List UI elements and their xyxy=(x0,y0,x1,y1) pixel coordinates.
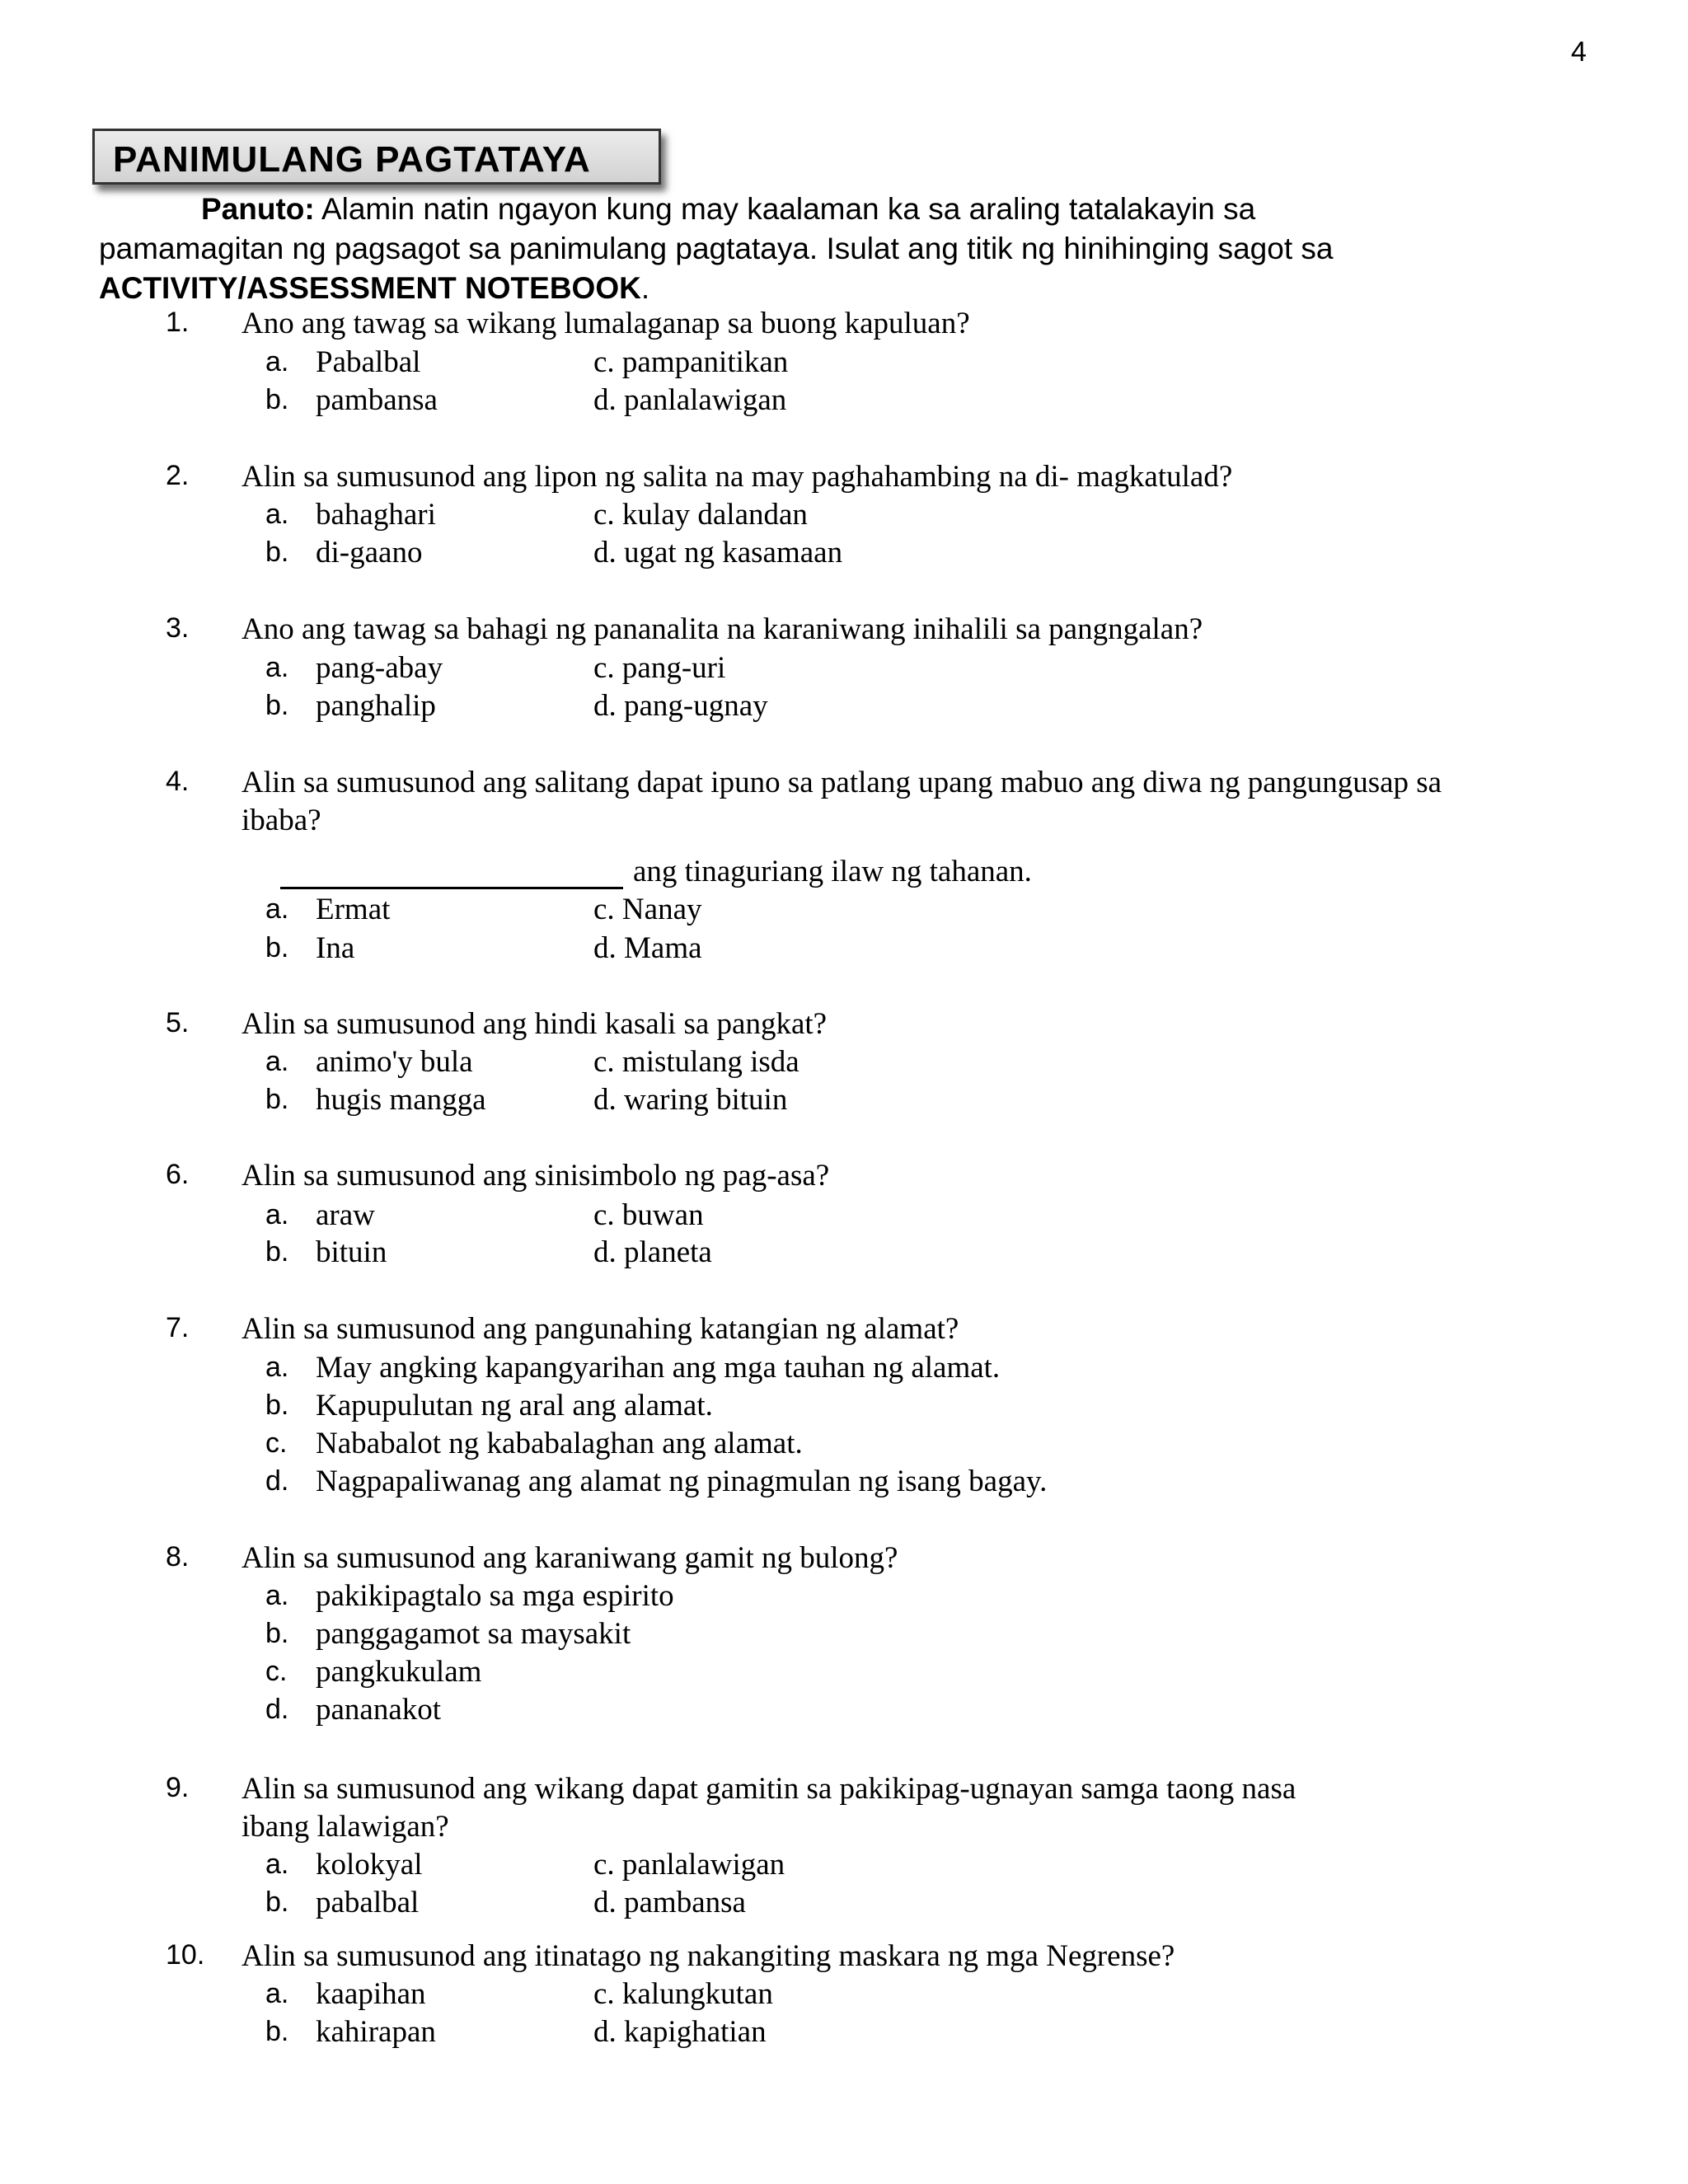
title-box xyxy=(92,129,661,185)
answer-blank xyxy=(280,854,623,889)
question-text-line1: Alin sa sumusunod ang wikang dapat gamitin sa pakikipag-ugnayan samga taong nasa xyxy=(241,1772,1296,1806)
question-text: Alin sa sumusunod ang itinatago ng nakangiting maskara ng mga Negrense? xyxy=(241,1939,1175,1973)
option-b: hugis mangga xyxy=(316,1083,486,1117)
option-b: panghalip xyxy=(316,689,436,723)
question-text-line2: ibaba? xyxy=(241,804,321,837)
option-letter: b. xyxy=(265,1618,289,1649)
question-text-line2: ibang lalawigan? xyxy=(241,1810,449,1844)
option-c: c. pang-uri xyxy=(593,651,726,685)
option-a: Ermat xyxy=(316,893,391,926)
option-a: Pabalbal xyxy=(316,345,421,379)
option-a: May angking kapangyarihan ang mga tauhan ng alamat. xyxy=(316,1351,1001,1385)
option-letter: a. xyxy=(265,1046,289,1077)
option-letter: a. xyxy=(265,1580,289,1611)
option-d: Nagpapaliwanag ang alamat ng pinagmulan ng isang bagay. xyxy=(316,1465,1048,1498)
option-letter: b. xyxy=(265,1390,289,1421)
option-a: bahaghari xyxy=(316,498,436,532)
question-text: Alin sa sumusunod ang karaniwang gamit ng bulong? xyxy=(241,1541,898,1575)
option-letter: a. xyxy=(265,652,289,683)
option-c: c. Nanay xyxy=(593,893,702,926)
option-d: d. pambansa xyxy=(593,1886,746,1919)
question-number: 7. xyxy=(166,1312,190,1343)
option-d: d. ugat ng kasamaan xyxy=(593,536,843,569)
question-number: 2. xyxy=(166,460,190,491)
option-b: Ina xyxy=(316,931,355,965)
instructions xyxy=(99,190,1525,308)
notebook-label: ACTIVITY/ASSESSMENT NOTEBOOK xyxy=(99,271,641,305)
option-d: pananakot xyxy=(316,1693,442,1727)
option-b: bituin xyxy=(316,1235,387,1269)
option-c: c. kulay dalandan xyxy=(593,498,808,532)
option-letter: a. xyxy=(265,893,289,925)
option-c: c. kalungkutan xyxy=(593,1977,773,2011)
question-number: 6. xyxy=(166,1159,190,1190)
option-b: pambansa xyxy=(316,383,438,417)
option-letter: b. xyxy=(265,1084,289,1115)
instructions-line1 xyxy=(99,190,1525,229)
question-text: Alin sa sumusunod ang lipon ng salita na may paghahambing na di- magkatulad? xyxy=(241,460,1233,494)
instructions-line2: pamamagitan ng pagsagot sa panimulang pagtataya. Isulat ang titik ng hinihinging sagot sa xyxy=(99,232,1334,265)
question-number: 10. xyxy=(166,1939,205,1971)
option-d: d. waring bituin xyxy=(593,1083,788,1117)
question-number: 8. xyxy=(166,1541,190,1572)
option-letter: c. xyxy=(265,1427,288,1459)
option-letter: b. xyxy=(265,384,289,415)
option-letter: a. xyxy=(265,1352,289,1383)
question-number: 1. xyxy=(166,307,190,338)
question-number: 5. xyxy=(166,1007,190,1038)
option-letter: b. xyxy=(265,932,289,963)
instructions-text-1: Alamin natin ngayon kung may kaalaman ka sa araling tatalakayin sa xyxy=(321,192,1256,226)
option-letter: b. xyxy=(265,537,289,568)
option-a: pang-abay xyxy=(316,651,443,685)
option-letter: d. xyxy=(265,1694,289,1725)
option-d: d. Mama xyxy=(593,931,702,965)
option-c: pangkukulam xyxy=(316,1655,482,1689)
option-d: d. pang-ugnay xyxy=(593,689,768,723)
question-text: Alin sa sumusunod ang hindi kasali sa pangkat? xyxy=(241,1007,828,1041)
option-letter: b. xyxy=(265,1236,289,1268)
question-text-line1: Alin sa sumusunod ang salitang dapat ipuno sa patlang upang mabuo ang diwa ng pangungusap sa xyxy=(241,766,1442,799)
option-letter: a. xyxy=(265,346,289,377)
option-c: c. buwan xyxy=(593,1198,704,1232)
option-c: c. mistulang isda xyxy=(593,1045,799,1079)
option-letter: a. xyxy=(265,499,289,530)
option-c: c. pampanitikan xyxy=(593,345,789,379)
instructions-line3: ACTIVITY/ASSESSMENT NOTEBOOK. xyxy=(99,271,650,305)
option-letter: b. xyxy=(265,690,289,721)
question-number: 4. xyxy=(166,766,190,797)
option-d: d. panlalawigan xyxy=(593,383,787,417)
question-number: 9. xyxy=(166,1772,190,1803)
option-b: Kapupulutan ng aral ang alamat. xyxy=(316,1389,713,1422)
option-letter: b. xyxy=(265,1886,289,1918)
option-letter: c. xyxy=(265,1656,288,1687)
question-number: 3. xyxy=(166,612,190,644)
blank-sentence: ang tinaguriang ilaw ng tahanan. xyxy=(633,855,1032,888)
option-b: di-gaano xyxy=(316,536,423,569)
option-letter: a. xyxy=(265,1978,289,2009)
option-letter: a. xyxy=(265,1849,289,1880)
page-title: PANIMULANG PAGTATAYA xyxy=(113,139,591,180)
question-text: Alin sa sumusunod ang pangunahing katangian ng alamat? xyxy=(241,1312,959,1346)
option-a: animo'y bula xyxy=(316,1045,473,1079)
option-a: kaapihan xyxy=(316,1977,426,2011)
question-text: Alin sa sumusunod ang sinisimbolo ng pag-asa? xyxy=(241,1159,830,1193)
question-text: Ano ang tawag sa wikang lumalaganap sa buong kapuluan? xyxy=(241,307,970,340)
option-c: c. panlalawigan xyxy=(593,1848,785,1882)
option-letter: d. xyxy=(265,1465,289,1497)
option-letter: a. xyxy=(265,1199,289,1230)
instructions-label: Panuto: xyxy=(201,192,315,226)
option-b: kahirapan xyxy=(316,2015,436,2049)
option-a: pakikipagtalo sa mga espirito xyxy=(316,1579,674,1613)
option-a: kolokyal xyxy=(316,1848,423,1882)
option-d: d. kapighatian xyxy=(593,2015,767,2049)
option-b: pabalbal xyxy=(316,1886,420,1919)
option-c: Nababalot ng kababalaghan ang alamat. xyxy=(316,1427,803,1460)
option-b: panggagamot sa maysakit xyxy=(316,1617,631,1651)
question-text: Ano ang tawag sa bahagi ng pananalita na karaniwang inihalili sa pangngalan? xyxy=(241,612,1203,646)
option-letter: b. xyxy=(265,2016,289,2047)
page-number: 4 xyxy=(1571,36,1587,68)
option-a: araw xyxy=(316,1198,375,1232)
option-d: d. planeta xyxy=(593,1235,712,1269)
